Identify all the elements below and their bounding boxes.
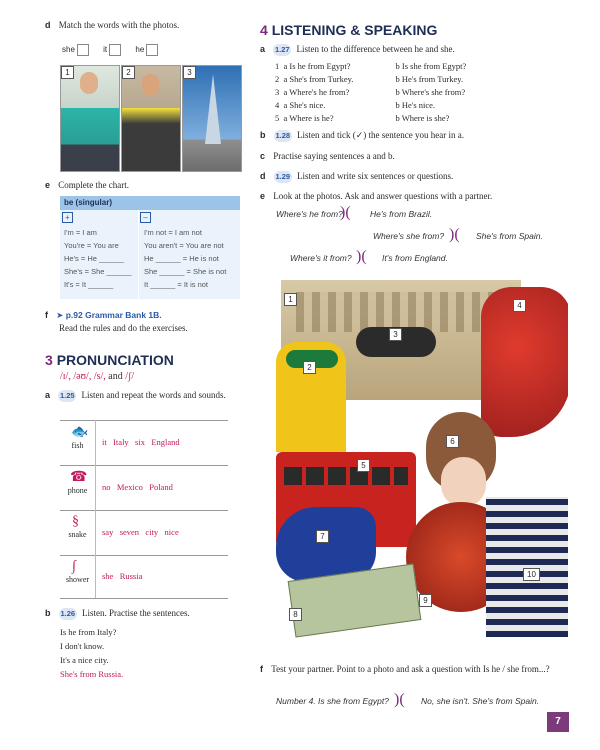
collage-number: 7 <box>316 530 329 543</box>
dialog-answer: He's from Brazil. <box>370 209 433 219</box>
pair-b: b Where's she from? <box>395 87 466 97</box>
sound-symbols-and: and <box>108 371 123 382</box>
section-number: 3 <box>45 352 53 368</box>
word-she: she <box>62 45 75 55</box>
grammar-bank-link[interactable]: ➤ p.92 Grammar Bank 1B. <box>56 310 162 320</box>
pair-row <box>275 112 466 125</box>
photo-skyscraper <box>182 65 242 172</box>
sound-row-phone <box>60 465 95 510</box>
collage-number: 8 <box>289 608 302 621</box>
photo-number: 3 <box>183 66 196 79</box>
pair-number: 4 <box>275 100 280 110</box>
speech-bracket-icon: )( <box>394 691 405 708</box>
instruction: Listen to the difference between he and she. <box>296 44 455 54</box>
instruction: Listen and write six sentences or questions. <box>297 171 454 181</box>
section-number: 4 <box>260 22 268 38</box>
exercise-letter: a <box>260 44 266 54</box>
answer-box[interactable] <box>146 44 158 56</box>
sound-row-shower <box>60 555 95 600</box>
chart-cell: It's = It ______ <box>64 280 114 289</box>
exercise-letter: e <box>260 191 266 201</box>
chart-cell: You're = You are <box>64 241 119 250</box>
collage-number: 4 <box>513 299 526 312</box>
pair-b: b Where is she? <box>395 113 450 123</box>
sound-word: phone <box>67 486 88 495</box>
plus-icon: + <box>62 212 73 223</box>
shower-icon: ∫ <box>72 559 76 574</box>
word-boxes <box>62 44 158 56</box>
exercise-b-tick <box>260 130 560 142</box>
photo-number: 1 <box>61 66 74 79</box>
fish-icon: 🐟 <box>71 425 89 440</box>
pair-row <box>275 73 466 86</box>
sound-symbols <box>60 371 134 382</box>
word-he: he <box>135 45 145 55</box>
collage-number: 3 <box>389 328 402 341</box>
pair-a: a Where's he from? <box>283 87 350 97</box>
exercise-b-practise <box>45 608 245 620</box>
exercise-f-grammar <box>45 310 245 333</box>
sentence-pairs <box>275 60 466 125</box>
exercise-f-test <box>260 664 560 674</box>
practice-sentences <box>60 625 123 681</box>
sound-symbols-last: /ʃ/ <box>125 371 135 382</box>
exercise-letter: c <box>260 151 266 161</box>
photo-young-man <box>60 65 120 172</box>
minus-icon: – <box>140 212 151 223</box>
dialog-question: Number 4. Is she from Egypt? <box>276 696 389 706</box>
audio-track-badge[interactable]: 1.29 <box>275 172 291 181</box>
dialog-question: Where's she from? <box>373 231 445 241</box>
pair-number: 3 <box>275 87 280 97</box>
dialog-answer: She's from Spain. <box>476 231 543 241</box>
snake-icon: § <box>72 514 79 529</box>
audio-track-badge[interactable]: 1.26 <box>60 609 76 618</box>
dialog-answer: No, she isn't. She's from Spain. <box>421 696 540 706</box>
speech-bracket-icon: )( <box>340 204 351 221</box>
collage-number: 1 <box>284 293 297 306</box>
chart-cell: It ______ = It is not <box>144 280 209 289</box>
instruction: Test your partner. Point to a photo and ask a question with Is he / she from...? <box>271 664 550 674</box>
exercise-c-practise <box>260 151 560 161</box>
sound-row-words: she Russia <box>102 571 143 581</box>
pair-a: a She's from Turkey. <box>283 74 354 84</box>
audio-track-badge[interactable]: 1.25 <box>59 391 75 400</box>
answer-box[interactable] <box>109 44 121 56</box>
pair-number: 1 <box>275 61 280 71</box>
chart-cell: She ______ = She is not <box>144 267 227 276</box>
chart-cell: He ______ = He is not <box>144 254 219 263</box>
sound-row-fish <box>60 420 95 465</box>
sentence: She's from Russia. <box>60 669 124 679</box>
dialog-question: Where's it from? <box>290 253 352 263</box>
instruction: Match the words with the photos. <box>58 20 180 30</box>
chart-table <box>60 226 230 291</box>
grammar-text: Read the rules and do the exercises. <box>59 323 188 333</box>
photo-number: 2 <box>122 66 135 79</box>
collage-number: 10 <box>523 568 540 581</box>
exercise-a-difference <box>260 44 560 56</box>
section-pronunciation-heading <box>45 352 174 368</box>
sound-word: fish <box>71 441 84 450</box>
exercise-letter: d <box>45 20 51 30</box>
chart-cell: She's = She ______ <box>64 267 132 276</box>
exercise-a-listen <box>45 390 230 402</box>
exercise-letter: b <box>45 608 51 618</box>
pair-a: a Where is he? <box>283 113 334 123</box>
exercise-letter: e <box>45 180 51 190</box>
answer-box[interactable] <box>77 44 89 56</box>
sound-row-words: no Mexico Poland <box>102 482 173 492</box>
chart-row <box>60 226 230 239</box>
collage-number: 6 <box>446 435 459 448</box>
pair-number: 5 <box>275 113 280 123</box>
sentence: It's a nice city. <box>60 655 109 665</box>
dialog-answer: It's from England. <box>382 253 448 263</box>
pair-row <box>275 86 466 99</box>
chart-cell: You aren't = You are not <box>144 241 224 250</box>
chart-row <box>60 239 230 252</box>
sound-row-words: it Italy six England <box>102 437 180 447</box>
chart-cell: I'm = I am <box>64 228 97 237</box>
instruction: Complete the chart. <box>58 180 129 190</box>
pair-row <box>275 60 466 73</box>
speech-bracket-icon: )( <box>449 226 460 243</box>
pair-b: b Is she from Egypt? <box>395 61 467 71</box>
chart-row <box>60 252 230 265</box>
sound-symbols-list: /ɪ/, /əʊ/, /s/, <box>60 371 106 382</box>
instruction: Listen and repeat the words and sounds. <box>81 390 226 400</box>
chart-row <box>60 265 230 278</box>
chart-cell: He's = He ______ <box>64 254 125 263</box>
instruction: Listen and tick (✓) the sentence you hear in a. <box>297 130 464 140</box>
pair-b: b He's nice. <box>395 100 436 110</box>
exercise-letter: b <box>260 130 266 140</box>
phone-icon: ☎ <box>70 470 88 485</box>
exercise-e-photos <box>260 191 560 201</box>
speech-bracket-icon: )( <box>356 248 367 265</box>
collage-number: 5 <box>357 459 370 472</box>
photo-young-woman <box>121 65 181 172</box>
sentence: Is he from Italy? <box>60 627 117 637</box>
collage-gondolier <box>486 497 568 637</box>
collage-number: 9 <box>419 594 432 607</box>
sentence: I don't know. <box>60 641 105 651</box>
pair-b: b He's from Turkey. <box>395 74 464 84</box>
section-listening-heading <box>260 22 437 38</box>
dialog-question: Where's he from? <box>276 209 343 219</box>
exercise-letter: f <box>260 664 263 674</box>
chart-row <box>60 278 230 291</box>
sound-word: shower <box>65 575 90 584</box>
chart-title: be (singular) <box>60 196 240 210</box>
exercise-e-complete <box>45 180 129 190</box>
page-number: 7 <box>547 712 569 732</box>
pair-a: a She's nice. <box>283 100 326 110</box>
exercise-letter: a <box>45 390 51 400</box>
pair-a: a Is he from Egypt? <box>283 61 351 71</box>
sound-row-snake <box>60 510 95 555</box>
collage-number: 2 <box>303 361 316 374</box>
exercise-letter: d <box>260 171 266 181</box>
audio-track-badge[interactable]: 1.27 <box>274 45 290 54</box>
instruction: Look at the photos. Ask and answer questions with a partner. <box>273 191 493 201</box>
audio-track-badge[interactable]: 1.28 <box>275 131 291 140</box>
instruction: Practise saying sentences a and b. <box>273 151 395 161</box>
sound-word: snake <box>68 530 87 539</box>
word-it: it <box>103 45 108 55</box>
pair-number: 2 <box>275 74 280 84</box>
section-title: LISTENING & SPEAKING <box>271 22 438 38</box>
exercise-d-write <box>260 171 560 183</box>
instruction: Listen. Practise the sentences. <box>82 608 190 618</box>
grammar-chart <box>60 196 240 299</box>
exercise-letter: f <box>45 310 48 320</box>
exercise-d-match <box>45 20 245 30</box>
section-title: PRONUNCIATION <box>56 352 174 368</box>
pair-row <box>275 99 466 112</box>
sound-row-words: say seven city nice <box>102 527 179 537</box>
chart-cell: I'm not = I am not <box>144 228 202 237</box>
